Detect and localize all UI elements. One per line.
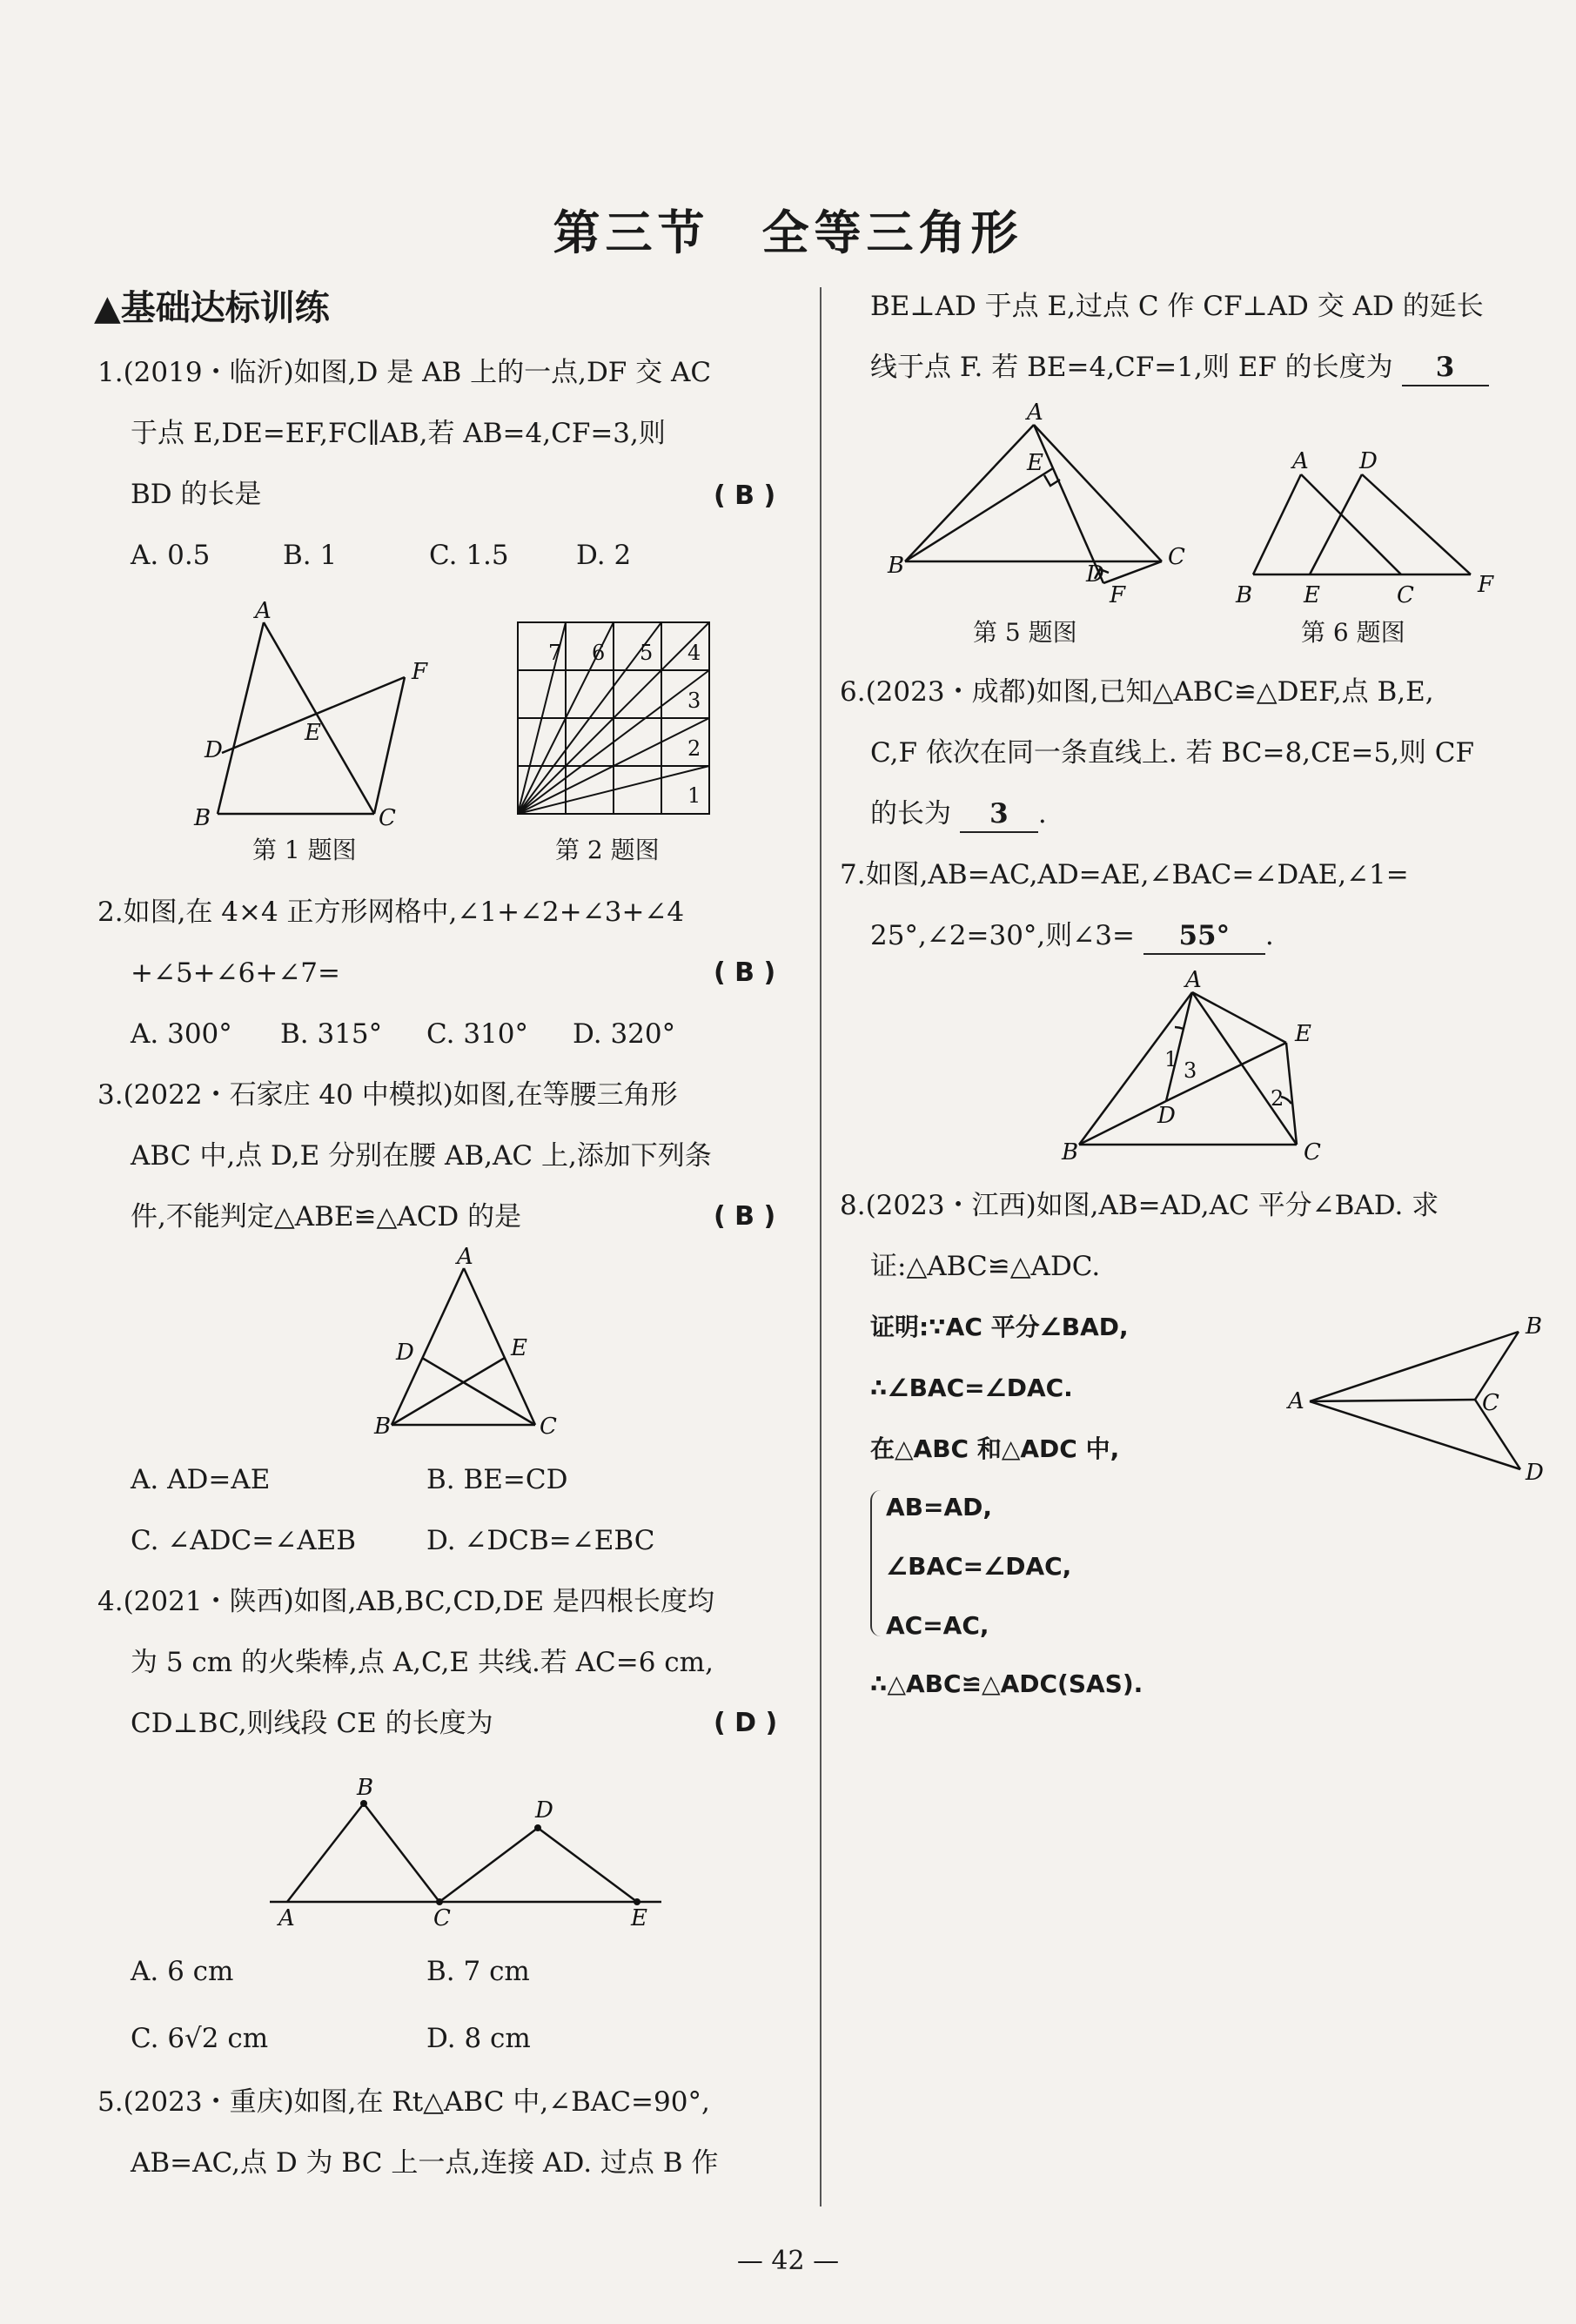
f1-label: F [412,659,428,685]
q3-answer: ( B ) [714,1201,776,1232]
q7-line-answer: 25°,∠2=30°,则∠3= 55° . [870,918,1274,955]
f5-label: B [888,553,905,579]
q2-option-b: B. 315° [280,1018,383,1050]
q2-answer: ( B ) [714,957,776,988]
q4-option-a: A. 6 cm [131,1956,234,1987]
f7-label: 3 [1184,1058,1197,1083]
f2-label: 6 [592,641,606,665]
f8-label: B [1526,1313,1543,1340]
f8-label: A [1288,1388,1304,1414]
q1-line: BD 的长是 [131,479,262,510]
q4-line: 4.(2021・陕西)如图,AB,BC,CD,DE 是四根长度均 [97,1586,715,1617]
q3-option-d: D. ∠DCB=∠EBC [426,1525,655,1556]
f2-label: 7 [548,641,562,665]
q4-answer: ( D ) [714,1708,778,1738]
f3-label: D [396,1340,414,1366]
q3-line: 件,不能判定△ABE≌△ACD 的是 [131,1201,522,1233]
f8-label: C [1482,1390,1499,1416]
f2-label: 3 [687,688,701,713]
f2-label: 2 [687,736,701,761]
f6-label: A [1292,448,1309,474]
figure-2-caption: 第 2 题图 [555,836,660,864]
f1-label: D [205,737,223,763]
figure-1-caption: 第 1 题图 [252,836,357,864]
figure-2 [513,618,714,818]
f4-label: D [535,1797,553,1824]
f7-label: C [1304,1139,1321,1165]
q1-option-a: A. 0.5 [131,540,211,571]
proof-line: AC=AC, [886,1611,989,1640]
f7-label: D [1157,1103,1176,1129]
f6-label: D [1359,448,1378,474]
f5-label: D [1086,561,1104,588]
proof-brace [870,1490,884,1636]
q4-option-d: D. 8 cm [426,2023,531,2054]
q7-line: 25°,∠2=30°,则∠3= [870,920,1135,951]
q7-line: 7.如图,AB=AC,AD=AE,∠BAC=∠DAE,∠1= [840,859,1409,890]
f2-label: 5 [640,641,654,665]
q3-line: 3.(2022・石家庄 40 中模拟)如图,在等腰三角形 [97,1079,678,1111]
figure-4 [261,1776,670,1932]
proof-line: ∠BAC=∠DAC, [886,1552,1072,1581]
q4-option-b: B. 7 cm [426,1956,530,1987]
q5-answer: 3 [1402,350,1489,386]
f1-label: B [194,805,211,831]
figure-5-caption: 第 5 题图 [973,618,1077,647]
q1-option-d: D. 2 [576,540,632,571]
q6-line: C,F 依次在同一条直线上. 若 BC=8,CE=5,则 CF [870,737,1475,769]
f4-label: C [433,1905,451,1931]
f6-label: B [1236,582,1253,608]
q1-option-c: C. 1.5 [429,540,509,571]
q2-option-d: D. 320° [573,1018,676,1050]
q1-option-b: B. 1 [283,540,338,571]
q5-line-answer [870,350,1489,386]
q6-answer: 3 [960,796,1038,833]
f4-label: A [278,1905,295,1931]
page-title: 第三节 全等三角形 [553,205,1023,260]
f4-label: E [631,1905,647,1931]
q2-option-a: A. 300° [131,1018,232,1050]
q1-line: 于点 E,DE=EF,FC∥AB,若 AB=4,CF=3,则 [131,418,666,449]
q4-line: CD⊥BC,则线段 CE 的长度为 [131,1708,493,1739]
q6-line-answer: 的长为 3 . [870,796,1047,833]
f8-label: D [1526,1460,1544,1486]
f7-label: A [1185,967,1202,993]
f3-label: E [511,1335,527,1361]
q7-answer: 55° [1143,918,1265,955]
q6-line: 的长为 [870,798,951,830]
proof-line: 在△ABC 和△ADC 中, [870,1434,1120,1463]
f2-label: 4 [687,641,701,665]
figure-6-caption: 第 6 题图 [1301,618,1405,647]
f5-label: C [1168,544,1185,570]
figure-5 [888,400,1192,609]
f6-label: C [1397,582,1414,608]
figure-1 [187,598,448,831]
figure-3 [370,1246,570,1438]
q5-line: 5.(2023・重庆)如图,在 Rt△ABC 中,∠BAC=90°, [97,2086,710,2118]
f5-label: E [1027,450,1043,476]
f3-label: C [540,1414,557,1440]
q3-option-a: A. AD=AE [131,1464,271,1495]
q3-option-c: C. ∠ADC=∠AEB [131,1525,357,1556]
f6-label: F [1478,572,1494,598]
f2-label: 1 [687,783,701,808]
f6-label: E [1304,582,1320,608]
f1-label: A [255,598,272,624]
q2-option-c: C. 310° [426,1018,528,1050]
q2-line: +∠5+∠6+∠7= [131,957,340,989]
q5-line: BE⊥AD 于点 E,过点 C 作 CF⊥AD 交 AD 的延长 [870,291,1484,322]
figure-8 [1284,1306,1553,1497]
q6-line: 6.(2023・成都)如图,已知△ABC≌△DEF,点 B,E, [840,676,1434,708]
figure-6 [1236,448,1514,609]
f5-label: A [1027,400,1043,426]
proof-line: ∴△ABC≌△ADC(SAS). [870,1669,1143,1698]
q4-line: 为 5 cm 的火柴棒,点 A,C,E 共线.若 AC=6 cm, [131,1647,714,1678]
f1-label: E [305,720,321,746]
q1-answer: ( B ) [714,480,776,511]
f1-label: C [379,805,396,831]
q8-line: 8.(2023・江西)如图,AB=AD,AC 平分∠BAD. 求 [840,1190,1439,1221]
f5-label: F [1110,582,1126,608]
f7-label: 2 [1271,1086,1284,1111]
q8-line: 证:△ABC≌△ADC. [870,1251,1101,1282]
figure-7 [1053,967,1340,1166]
proof-line: ∴∠BAC=∠DAC. [870,1374,1073,1402]
q5-line: AB=AC,点 D 为 BC 上一点,连接 AD. 过点 B 作 [131,2147,719,2179]
column-divider [820,287,822,2206]
f7-label: B [1062,1139,1079,1165]
proof-line: AB=AD, [886,1493,993,1521]
q4-option-c: C. 6√2 cm [131,2023,269,2054]
f3-label: A [457,1244,473,1270]
q3-option-b: B. BE=CD [426,1464,568,1495]
page-number: — 42 — [736,2246,840,2276]
f3-label: B [374,1414,392,1440]
proof-line: 证明:∵AC 平分∠BAD, [870,1313,1129,1341]
f7-label: E [1295,1021,1311,1047]
q5-line: 线于点 F. 若 BE=4,CF=1,则 EF 的长度为 [870,352,1393,383]
f7-label: 1 [1164,1047,1178,1071]
q2-line: 2.如图,在 4×4 正方形网格中,∠1+∠2+∠3+∠4 [97,897,685,928]
section-heading: ▲基础达标训练 [94,288,330,328]
q1-line: 1.(2019・临沂)如图,D 是 AB 上的一点,DF 交 AC [97,357,712,388]
f4-label: B [357,1775,374,1801]
q3-line: ABC 中,点 D,E 分别在腰 AB,AC 上,添加下列条 [131,1140,712,1172]
